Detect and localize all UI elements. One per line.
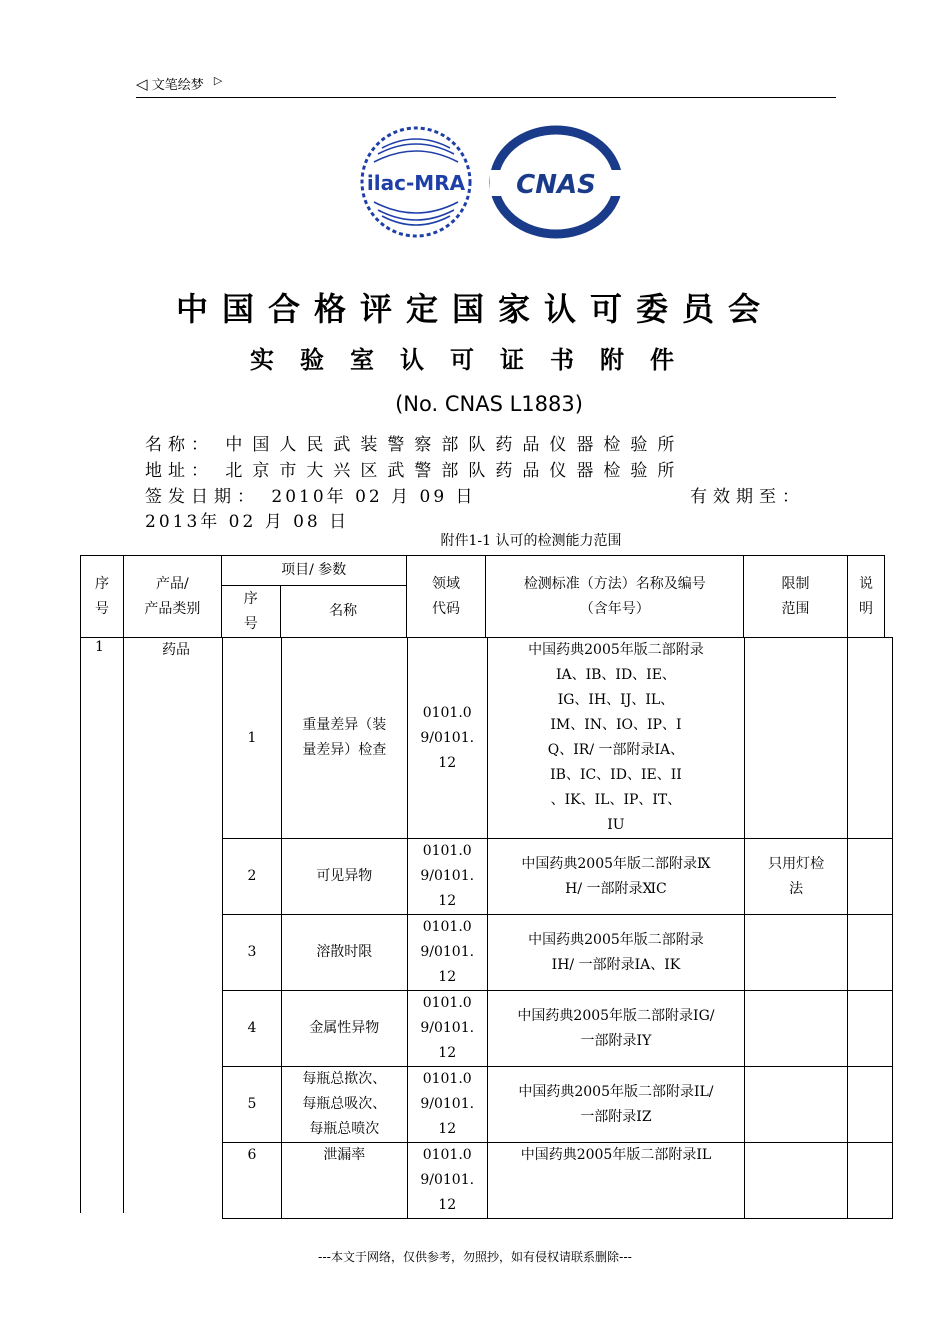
name-value: 中国人民武装警察部队药品仪器检验所 [225, 435, 685, 455]
header-item-group: 项目/ 参数 [221, 556, 406, 586]
row-name: 重量差异（装 量差异）检查 [281, 638, 407, 839]
row-note [848, 1143, 893, 1219]
row-seq: 6 [223, 1143, 282, 1219]
right-triangle-icon: ▷ [213, 74, 223, 87]
issue-date-line [145, 482, 476, 507]
logo-group [360, 124, 622, 240]
sub-title: 实验室认可证书附件 [250, 346, 700, 374]
row-seq: 5 [223, 1067, 282, 1143]
group-product: 药品 [162, 642, 190, 658]
row-standard: 中国药典2005年版二部附录IG/ 一部附录IY [487, 991, 745, 1067]
table-row [223, 638, 893, 839]
row-seq: 3 [223, 915, 282, 991]
header-product: 产品/ 产品类别 [123, 556, 221, 638]
header-title: 文笔绘梦 [151, 78, 204, 93]
row-code: 0101.0 9/0101. 12 [407, 915, 487, 991]
row-seq: 4 [223, 991, 282, 1067]
row-note [848, 1067, 893, 1143]
row-code: 0101.0 9/0101. 12 [407, 1143, 487, 1219]
row-limit [745, 915, 848, 991]
row-name: 金属性异物 [281, 991, 407, 1067]
certificate-number: (No. CNAS L1883) [395, 392, 583, 416]
row-name: 泄漏率 [281, 1143, 407, 1219]
row-note [848, 991, 893, 1067]
scope-table-body [222, 637, 893, 1219]
row-limit [745, 1143, 848, 1219]
row-standard: 中国药典2005年版二部附录IL [487, 1143, 745, 1219]
row-code: 0101.0 9/0101. 12 [407, 991, 487, 1067]
row-standard: 中国药典2005年版二部附录 ⅠA、ⅠB、ⅠD、ⅠE、 ⅠG、ⅠH、ⅠJ、ⅠL、 ⅠM、ⅠN、ⅠO、ⅠP、Ⅰ Q、ⅠR/ 一部附录ⅠA、 ⅠB、ⅠC、ⅠD、ⅠE、ⅠI 、ⅠK、ⅠL、ⅠP、ⅠT、 ⅠU [487, 638, 745, 839]
row-standard: 中国药典2005年版二部附录Ⅸ H/ 一部附录ⅪC [487, 839, 745, 915]
page-footer: ---本文于网络，仅供参考，勿照抄，如有侵权请联系删除--- [318, 1250, 632, 1264]
header-limit: 限制 范围 [744, 556, 848, 638]
row-limit [745, 638, 848, 839]
group-product-cell [123, 637, 223, 1213]
header-standard: 检测标准（方法）名称及编号 （含年号） [486, 556, 744, 638]
row-code: 0101.0 9/0101. 12 [407, 638, 487, 839]
page-header [136, 74, 222, 93]
table-caption: 附件1-1 认可的检测能力范围 [440, 533, 622, 549]
header-code: 领域 代码 [406, 556, 486, 638]
table-row [223, 1067, 893, 1143]
address-label: 地址： [145, 461, 214, 481]
group-seq-cell [80, 637, 124, 1213]
ilac-logo-text: ilac-MRA [366, 171, 466, 195]
row-name: 可见异物 [281, 839, 407, 915]
name-label: 名称： [145, 435, 214, 455]
table-row [223, 915, 893, 991]
accreditation-logos [360, 124, 622, 240]
issue-date-label: 签发日期： [145, 487, 260, 507]
address-line [145, 456, 684, 481]
row-limit [745, 991, 848, 1067]
row-name: 溶散时限 [281, 915, 407, 991]
ilac-mra-logo [362, 128, 470, 236]
group-seq: 1 [95, 639, 104, 655]
row-standard: 中国药典2005年版二部附录IL/ 一部附录IZ [487, 1067, 745, 1143]
row-note [848, 839, 893, 915]
row-note [848, 638, 893, 839]
header-divider [136, 97, 836, 98]
cnas-logo-text: CNAS [516, 170, 596, 200]
header-seq: 序 号 [81, 556, 124, 638]
name-line [145, 430, 684, 455]
header-item-seq: 序 号 [221, 586, 280, 638]
cnas-logo [490, 130, 622, 234]
row-code: 0101.0 9/0101. 12 [407, 839, 487, 915]
valid-until-value: 2013年 02 月 08 日 [145, 512, 350, 532]
row-name: 每瓶总揿次、 每瓶总吸次、 每瓶总喷次 [281, 1067, 407, 1143]
table-row [223, 1143, 893, 1219]
row-code: 0101.0 9/0101. 12 [407, 1067, 487, 1143]
left-triangle-icon: ◁ [136, 75, 148, 93]
scope-table-header [80, 555, 885, 638]
row-limit [745, 1067, 848, 1143]
row-standard: 中国药典2005年版二部附录 ⅠH/ 一部附录ⅠA、ⅠK [487, 915, 745, 991]
valid-until-label: 有效期至： [690, 487, 805, 507]
table-row [223, 991, 893, 1067]
row-note [848, 915, 893, 991]
issue-date-value: 2010年 02 月 09 日 [271, 487, 476, 507]
row-limit: 只用灯检 法 [745, 839, 848, 915]
main-title: 中国合格评定国家认可委员会 [175, 290, 774, 328]
row-seq: 1 [223, 638, 282, 839]
table-row [223, 839, 893, 915]
row-seq: 2 [223, 839, 282, 915]
address-value: 北京市大兴区武警部队药品仪器检验所 [225, 461, 685, 481]
header-note: 说 明 [847, 556, 884, 638]
header-item-name: 名称 [280, 586, 406, 638]
